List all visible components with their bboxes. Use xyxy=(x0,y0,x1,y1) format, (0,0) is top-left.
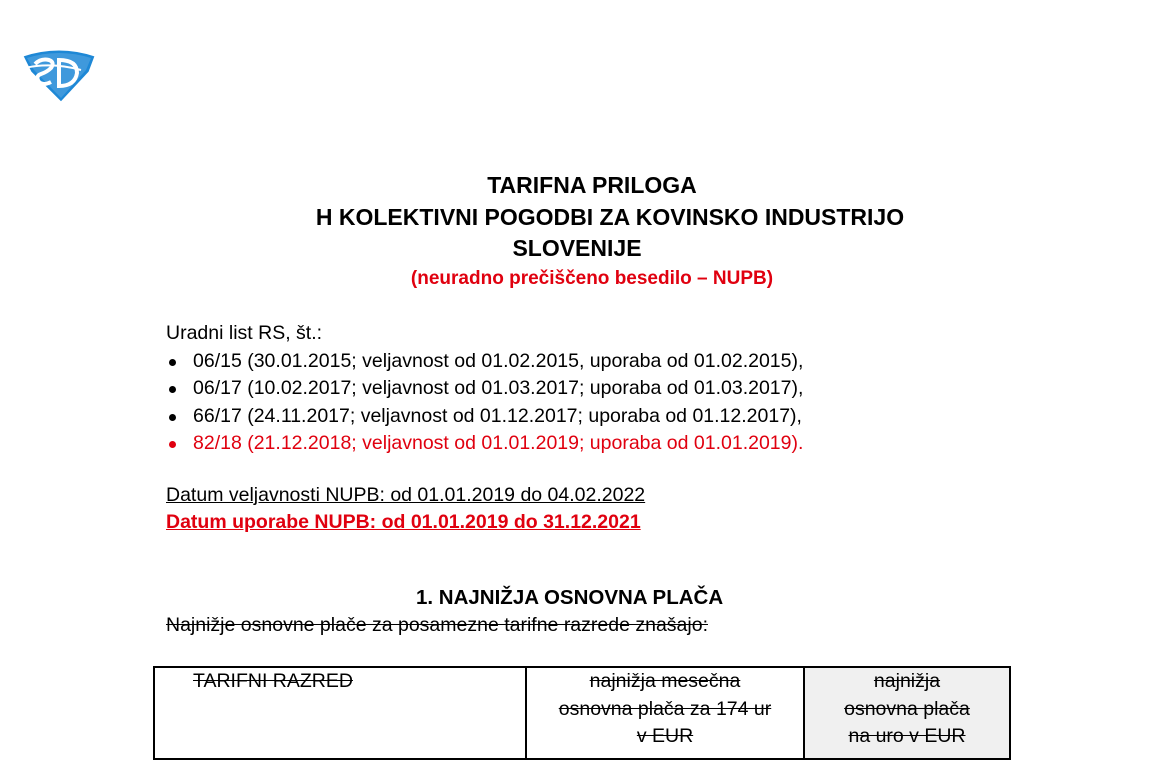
tariff-table xyxy=(153,666,1011,760)
header-text: na uro v EUR xyxy=(848,725,966,747)
gazette-item-text: 06/15 (30.01.2015; veljavnost od 01.02.2015, uporaba od 01.02.2015), xyxy=(193,349,804,372)
validity-dates xyxy=(166,482,645,536)
bullet-icon xyxy=(169,386,176,393)
title-line-2: H KOLEKTIVNI POGODBI ZA KOVINSKO INDUSTRIJO xyxy=(315,203,905,230)
validity-date-line: Datum veljavnosti NUPB: od 01.01.2019 do 04.02.2022 xyxy=(166,484,646,506)
header-text: najnižja mesečna xyxy=(589,670,741,692)
struck-sentence: Najnižje osnovne plače za posamezne tarifne razrede znašajo: xyxy=(166,614,708,636)
bullet-icon xyxy=(169,359,176,366)
gazette-item-text: 66/17 (24.11.2017; veljavnost od 01.12.2017; uporaba od 01.12.2017), xyxy=(193,404,802,427)
gazette-intro: Uradni list RS, št.: xyxy=(166,322,323,344)
title-line-3: SLOVENIJE xyxy=(512,235,642,261)
document-title xyxy=(160,170,1024,293)
gazette-item xyxy=(166,348,803,376)
gazette-item-text: 06/17 (10.02.2017; veljavnost od 01.03.2017; uporaba od 01.03.2017), xyxy=(193,377,804,399)
table-header-tariff-class xyxy=(154,667,526,759)
header-text: osnovna plača xyxy=(844,697,970,720)
header-text: osnovna plača za 174 ur xyxy=(558,697,772,720)
gazette-item xyxy=(166,430,803,458)
sd-logo xyxy=(21,48,97,104)
document-subtitle: (neuradno prečiščeno besedilo – NUPB) xyxy=(410,267,774,289)
table-header-row xyxy=(154,667,1010,759)
bullet-icon xyxy=(169,441,176,448)
gazette-references xyxy=(166,320,803,458)
bullet-icon xyxy=(169,414,176,421)
title-line-1: TARIFNA PRILOGA xyxy=(487,172,697,198)
gazette-item xyxy=(166,403,803,431)
use-date-line: Datum uporabe NUPB: od 01.01.2019 do 31.12.2021 xyxy=(166,511,641,533)
gazette-item xyxy=(166,375,803,403)
gazette-item-text: 82/18 (21.12.2018; veljavnost od 01.01.2019; uporaba od 01.01.2019). xyxy=(193,432,804,454)
header-text: v EUR xyxy=(636,725,694,747)
sd-union-shield-logo-icon xyxy=(21,48,97,104)
header-text: najnižja xyxy=(873,670,941,692)
header-text: TARIFNI RAZRED xyxy=(193,670,353,692)
gazette-list xyxy=(166,348,803,458)
table-header-hourly-wage xyxy=(804,667,1010,759)
table-header-monthly-wage xyxy=(526,667,804,759)
section-heading: 1. NAJNIŽJA OSNOVNA PLAČA xyxy=(416,586,724,609)
